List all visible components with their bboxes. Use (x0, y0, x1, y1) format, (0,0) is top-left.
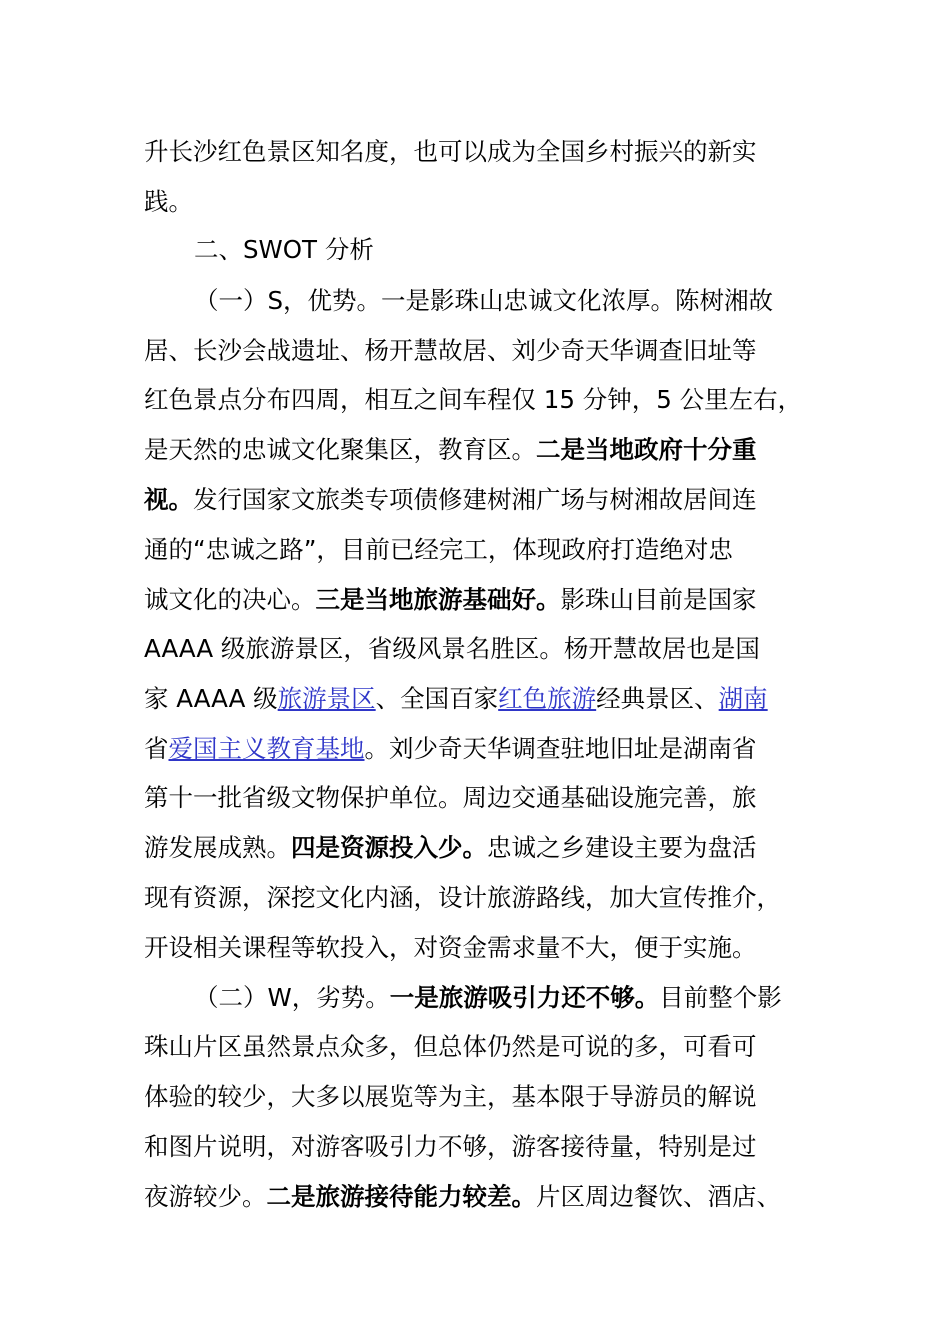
text-segment: 发行国家文旅类专项债修建树湘广场与树湘故居间连 (193, 485, 757, 514)
text-line (144, 186, 193, 218)
text-line (144, 1081, 757, 1113)
text-line (144, 832, 757, 864)
text-segment: 通的“忠诚之路”，目前已经完工，体现政府打造绝对忠 (144, 535, 733, 564)
text-line (144, 733, 757, 765)
text-segment: AAAA 级旅游景区，省级风景名胜区。杨开慧故居也是国 (144, 634, 760, 663)
text-line (144, 584, 757, 616)
text-line (144, 484, 757, 516)
text-segment: 是天然的忠诚文化聚集区，教育区。 (144, 435, 536, 464)
text-line (144, 882, 781, 914)
bold-text: 二是当地政府十分重 (536, 435, 757, 464)
text-segment: 现有资源，深挖文化内涵，设计旅游路线，加大宣传推介， (144, 883, 781, 912)
text-line (144, 782, 757, 814)
text-segment: 升长沙红色景区知名度，也可以成为全国乡村振兴的新实 (144, 137, 757, 166)
text-segment: 体验的较少，大多以展览等为主，基本限于导游员的解说 (144, 1082, 757, 1111)
text-line (144, 683, 768, 715)
text-segment: 和图片说明，对游客吸引力不够，游客接待量，特别是过 (144, 1132, 757, 1161)
link-tourist-area[interactable]: 旅游景区 (277, 684, 376, 713)
text-line (144, 384, 802, 416)
text-segment: 。刘少奇天华调查驻地旧址是湖南省 (364, 734, 757, 763)
text-segment: 忠诚之乡建设主要为盘活 (487, 833, 757, 862)
text-line (144, 1031, 757, 1063)
text-line (144, 534, 733, 566)
text-segment: 珠山片区虽然景点众多，但总体仍然是可说的多，可看可 (144, 1032, 757, 1061)
link-red-tourism[interactable]: 红色旅游 (498, 684, 597, 713)
bold-text: 四是资源投入少。 (291, 833, 487, 862)
link-hunan[interactable]: 湖南 (718, 684, 768, 713)
text-line (144, 1181, 781, 1213)
bold-text: 视。 (144, 485, 193, 514)
text-segment: 游发展成熟。 (144, 833, 291, 862)
text-segment: 家 AAAA 级 (144, 684, 278, 713)
link-patriotic-education-base[interactable]: 爱国主义教育基地 (168, 734, 365, 763)
text-segment: 、全国百家 (375, 684, 499, 713)
text-segment: 开设相关课程等软投入，对资金需求量不大，便于实施。 (144, 933, 757, 962)
text-line (144, 633, 760, 665)
text-segment: 目前整个影 (659, 983, 782, 1012)
bold-text: 一是旅游吸引力还不够。 (389, 983, 660, 1012)
paragraph-start (194, 982, 782, 1014)
text-segment: 省 (144, 734, 169, 763)
text-segment: （二）W，劣势。 (194, 983, 390, 1012)
bold-text: 三是当地旅游基础好。 (315, 585, 561, 614)
section-heading (194, 234, 374, 266)
text-line (144, 434, 757, 466)
text-line (144, 335, 757, 367)
text-segment: 影珠山目前是国家 (560, 585, 757, 614)
text-line (144, 932, 757, 964)
text-segment: 践。 (144, 187, 193, 216)
text-line (144, 1131, 757, 1163)
bold-text: 二是旅游接待能力较差。 (266, 1182, 536, 1211)
text-line (144, 136, 757, 168)
paragraph-start (194, 285, 773, 317)
text-segment: 诚文化的决心。 (144, 585, 316, 614)
text-segment: 夜游较少。 (144, 1182, 267, 1211)
text-segment: 第十一批省级文物保护单位。周边交通基础设施完善，旅 (144, 783, 757, 812)
text-segment: （一）S，优势。一是影珠山忠诚文化浓厚。陈树湘故 (194, 286, 774, 315)
text-segment: 经典景区、 (596, 684, 719, 713)
text-segment: 红色景点分布四周，相互之间车程仅 15 分钟，5 公里左右， (144, 385, 803, 414)
text-segment: 二、SWOT 分析 (194, 235, 374, 264)
text-segment: 片区周边餐饮、酒店、 (536, 1182, 781, 1211)
text-segment: 居、长沙会战遗址、杨开慧故居、刘少奇天华调查旧址等 (144, 336, 757, 365)
